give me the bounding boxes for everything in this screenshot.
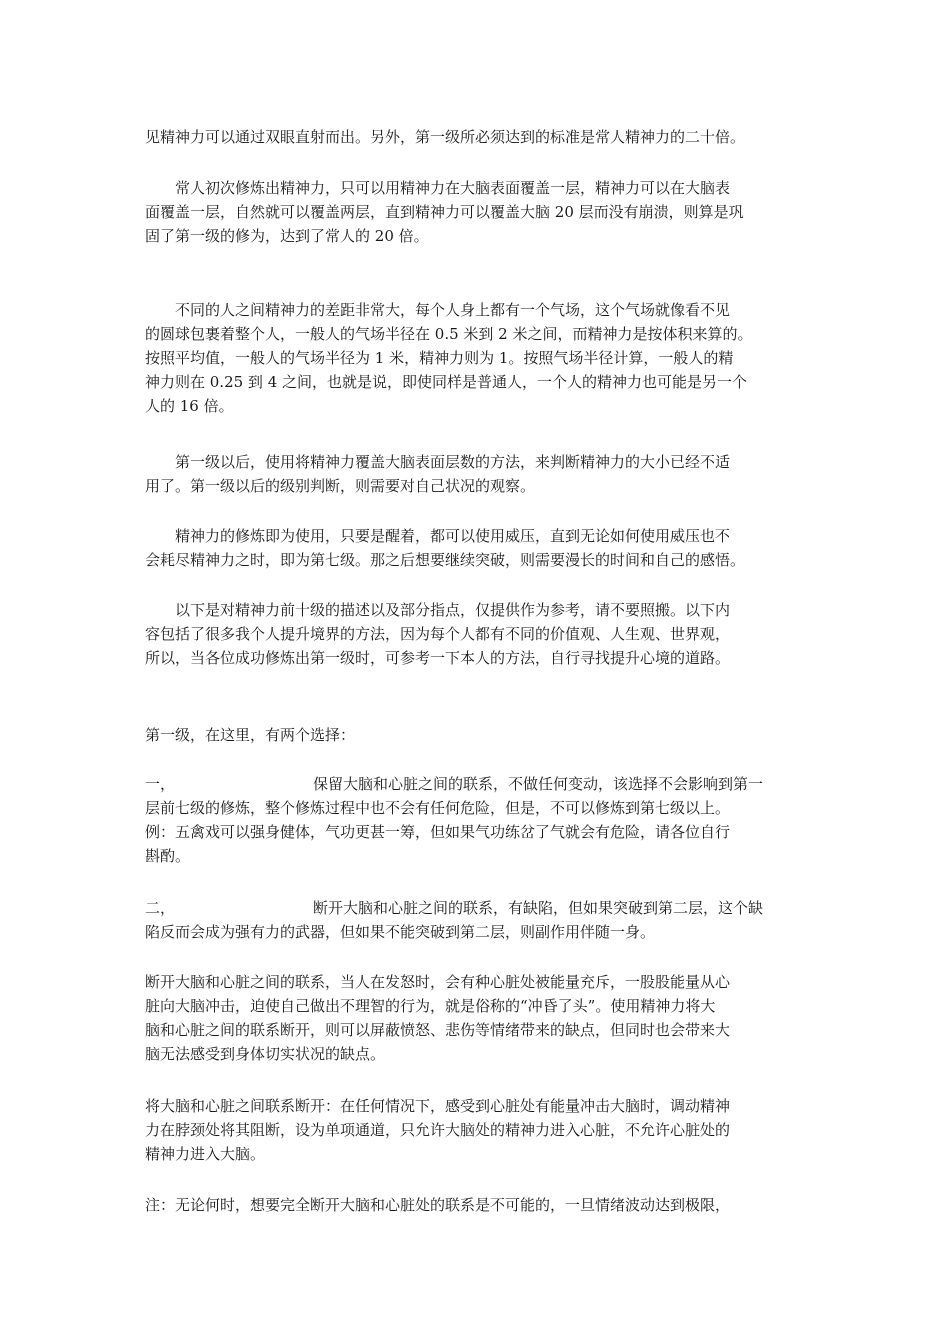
text-line: 第一级，在这里，有两个选择：	[145, 726, 356, 744]
text-line: 以下是对精神力前十级的描述以及部分指点，仅提供作为参考，请不要照搬。以下内	[175, 601, 731, 619]
paragraph-4	[145, 450, 809, 498]
list-marker: 二，	[145, 899, 176, 917]
paragraph-3	[145, 298, 809, 418]
text-line: 断开大脑和心脏之间的联系，当人在发怒时，会有种心脏处被能量充斥，一股股能量从心	[145, 973, 731, 991]
text-line: 常人初次修炼出精神力，只可以用精神力在大脑表面覆盖一层，精神力可以在大脑表	[175, 179, 731, 197]
text-line: 面覆盖一层，自然就可以覆盖两层，直到精神力可以覆盖大脑 20 层而没有崩溃，则算是巩	[145, 203, 744, 221]
paragraph-7	[145, 723, 809, 747]
text-line: 见精神力可以通过双眼直射而出。另外，第一级所必须达到的标准是常人精神力的二十倍。	[145, 128, 746, 146]
list-marker: 一，	[145, 775, 176, 793]
text-line: 脑无法感受到身体切实状况的缺点。	[145, 1045, 386, 1063]
paragraph-1	[145, 125, 809, 149]
paragraph-12	[145, 1193, 809, 1217]
text-line: 所以，当各位成功修炼出第一级时，可参考一下本人的方法，自行寻找提升心境的道路。	[145, 649, 731, 667]
text-line: 力在脖颈处将其阻断，设为单项通道，只允许大脑处的精神力进入心脏，不允许心脏处的	[145, 1121, 731, 1139]
text-line: 斟酌。	[145, 847, 191, 865]
text-line: 脏向大脑冲击，迫使自己做出不理智的行为，就是俗称的“冲昏了头”。使用精神力将大	[145, 997, 716, 1015]
paragraph-5	[145, 524, 809, 572]
paragraph-6	[145, 598, 809, 670]
paragraph-2	[145, 176, 809, 248]
paragraph-10	[145, 970, 809, 1066]
paragraph-9	[145, 896, 809, 944]
text-line: 会耗尽精神力之时，即为第七级。那之后想要继续突破，则需要漫长的时间和自己的感悟。	[145, 551, 746, 569]
text-line: 注：无论何时，想要完全断开大脑和心脏处的联系是不可能的，一旦情绪波动达到极限，	[145, 1196, 731, 1214]
text-line: 按照平均值，一般人的气场半径为 1 米，精神力则为 1。按照气场半径计算，一般人的精	[145, 349, 734, 367]
text-line: 固了第一级的修为，达到了常人的 20 倍。	[145, 227, 429, 245]
text-line: 脑和心脏之间的联系断开，则可以屏蔽愤怒、悲伤等情绪带来的缺点，但同时也会带来大	[145, 1021, 731, 1039]
text-line: 的圆球包裹着整个人，一般人的气场半径在 0.5 米到 2 米之间，而精神力是按体积来算的。	[145, 325, 753, 343]
text-line: 第一级以后，使用将精神力覆盖大脑表面层数的方法，来判断精神力的大小已经不适	[175, 453, 731, 471]
text-line: 精神力的修炼即为使用，只要是醒着，都可以使用威压，直到无论如何使用威压也不	[175, 527, 731, 545]
text-line: 保留大脑和心脏之间的联系，不做任何变动，该选择不会影响到第一	[313, 775, 764, 793]
paragraph-11	[145, 1094, 809, 1166]
text-line: 将大脑和心脏之间联系断开：在任何情况下，感受到心脏处有能量冲击大脑时，调动精神	[145, 1097, 731, 1115]
text-line: 不同的人之间精神力的差距非常大，每个人身上都有一个气场，这个气场就像看不见	[175, 301, 731, 319]
text-line: 断开大脑和心脏之间的联系，有缺陷，但如果突破到第二层，这个缺	[313, 899, 764, 917]
text-line: 神力则在 0.25 到 4 之间，也就是说，即使同样是普通人，一个人的精神力也可能是另一个	[145, 373, 748, 391]
text-line: 例：五禽戏可以强身健体，气功更甚一筹，但如果气功练岔了气就会有危险，请各位自行	[145, 823, 731, 841]
text-line: 人的 16 倍。	[145, 397, 234, 415]
text-line: 精神力进入大脑。	[145, 1145, 266, 1163]
text-line: 陷反而会成为强有力的武器，但如果不能突破到第二层，则副作用伴随一身。	[145, 923, 656, 941]
text-line: 层前七级的修炼，整个修炼过程中也不会有任何危险，但是，不可以修炼到第七级以上。	[145, 799, 731, 817]
text-line: 用了。第一级以后的级别判断，则需要对自己状况的观察。	[145, 477, 536, 495]
text-line: 容包括了很多我个人提升境界的方法，因为每个人都有不同的价值观、人生观、世界观，	[145, 625, 731, 643]
paragraph-8	[145, 772, 809, 868]
